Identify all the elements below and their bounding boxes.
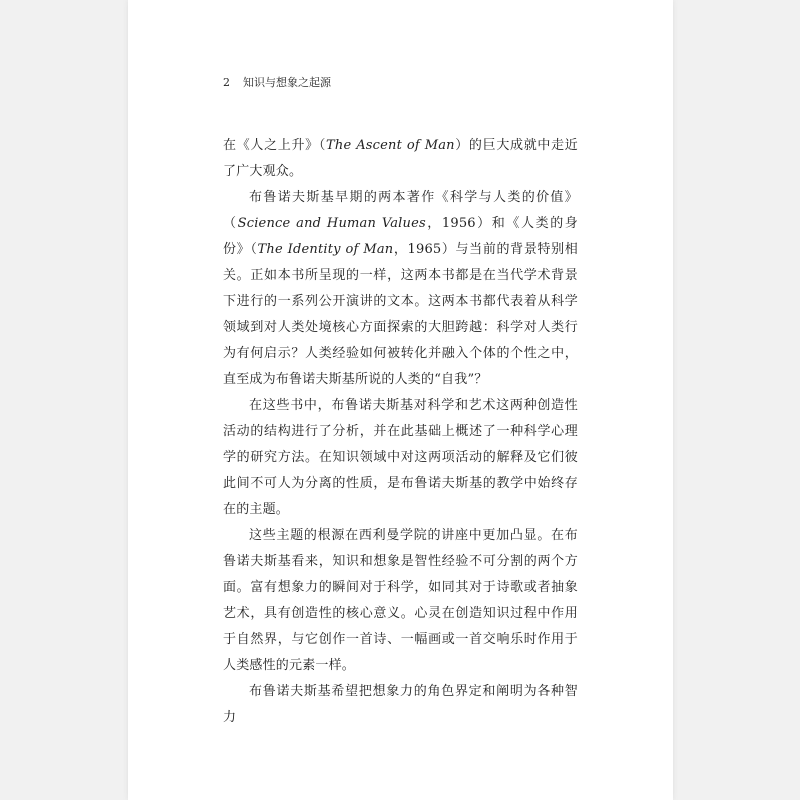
- paragraph: 布鲁诺夫斯基希望把想象力的角色界定和阐明为各种智力: [223, 684, 578, 725]
- book-page: [128, 0, 673, 800]
- running-title: 知识与想象之起源: [243, 76, 331, 89]
- paragraph: 在《人之上升》（The Ascent of Man）的巨大成就中走近了广大观众。: [223, 138, 578, 179]
- paragraph: 布鲁诺夫斯基早期的两本著作《科学与人类的价值》（Science and Human Values，1956）和《人类的身份》（The Identity of Man，1965）与当前的背景特别相关。正如本书所呈现的一样，这两本书都是在当代学术背景下进行的一系列公开演讲的文本。这两本书都代表着从科学领域到对人类处境核心方面探索的大胆跨越：科学对人类行为有何启示？人类经验如何被转化并融入个体的个性之中，直至成为布鲁诺夫斯基所说的人类的“自我”？: [223, 190, 579, 387]
- paragraph: 在这些书中，布鲁诺夫斯基对科学和艺术这两种创造性活动的结构进行了分析，并在此基础上概述了一种科学心理学的研究方法。在知识领域中对这两项活动的解释及它们彼此间不可人为分离的性质，是布鲁诺夫斯基的教学中始终存在的主题。: [223, 398, 578, 517]
- body-text: [223, 133, 578, 731]
- page-number: 2: [223, 76, 230, 89]
- running-header: [223, 76, 331, 90]
- paragraph: 这些主题的根源在西利曼学院的讲座中更加凸显。在布鲁诺夫斯基看来，知识和想象是智性经验不可分割的两个方面。富有想象力的瞬间对于科学，如同其对于诗歌或者抽象艺术，具有创造性的核心意义。心灵在创造知识过程中作用于自然界，与它创作一首诗、一幅画或一首交响乐时作用于人类感性的元素一样。: [223, 528, 578, 673]
